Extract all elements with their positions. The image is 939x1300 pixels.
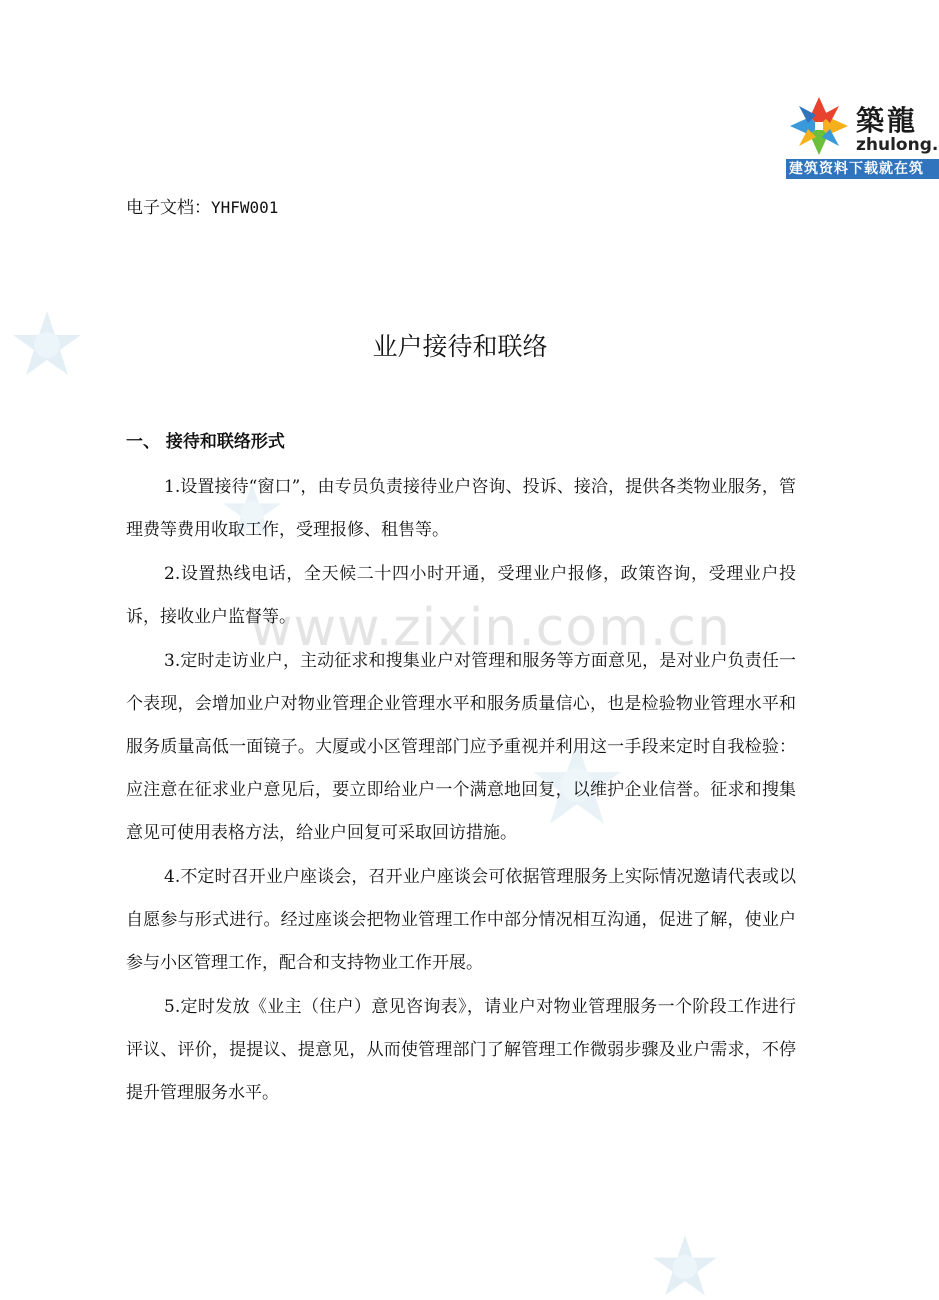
zhulong-logo bbox=[786, 93, 939, 181]
section-heading: 一、 接待和联络形式 bbox=[126, 432, 285, 452]
document-body bbox=[126, 466, 796, 1115]
logo-domain: zhulong. bbox=[856, 135, 939, 155]
page-title: 业户接待和联络 bbox=[372, 332, 548, 361]
document-code-value: YHFW001 bbox=[211, 198, 279, 217]
document-code bbox=[126, 193, 278, 218]
paragraph: 5.定时发放《业主（住户）意见咨询表》，请业户对物业管理服务一个阶段工作进行评议、评价，提提议、提意见，从而使管理部门了解管理工作微弱步骤及业户需求，不停提升管理服务水平。 bbox=[126, 997, 796, 1103]
watermark-snowflake-icon bbox=[652, 1234, 718, 1300]
document-code-label: 电子文档： bbox=[126, 198, 211, 218]
paragraph: 4.不定时召开业户座谈会，召开业户座谈会可依据管理服务上实际情况邀请代表或以自愿参与形式进行。经过座谈会把物业管理工作中部分情况相互沟通，促进了解，使业户参与小区管理工作，配合和支持物业工作开展。 bbox=[126, 867, 796, 973]
paragraph: 3.定时走访业户，主动征求和搜集业户对管理和服务等方面意见，是对业户负责任一个表现，会增加业户对物业管理企业管理水平和服务质量信心，也是检验物业管理水平和服务质量高低一面镜子。大厦或小区管理部门应予重视并利用这一手段来定时自我检验：应注意在征求业户意见后，要立即给业户一个满意地回复，以维护企业信誉。征求和搜集意见可使用表格方法，给业户回复可采取回访措施。 bbox=[126, 651, 796, 843]
logo-strip-text: 建筑资料下载就在筑 bbox=[786, 159, 939, 179]
paragraph: 2.设置热线电话，全天候二十四小时开通，受理业户报修，政策咨询，受理业户投诉，接收业户监督等。 bbox=[126, 564, 796, 627]
zhulong-logo-icon bbox=[788, 95, 850, 157]
watermark-text: www.zixin.com.cn bbox=[250, 598, 731, 658]
logo-name: 築龍 bbox=[856, 104, 919, 137]
paragraph: 1.设置接待“窗口”，由专员负责接待业户咨询、投诉、接洽，提供各类物业服务，管理费等费用收取工作，受理报修、租售等。 bbox=[126, 477, 796, 540]
